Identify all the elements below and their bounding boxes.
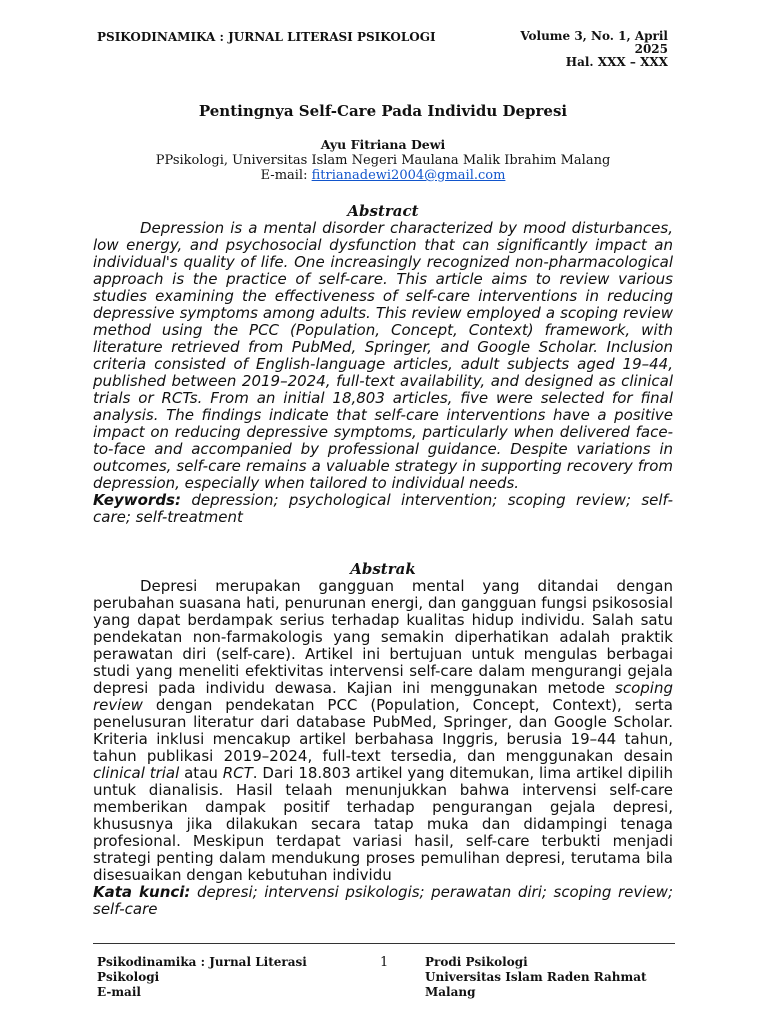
article-title: Pentingnya Self-Care Pada Individu Depresi (198, 102, 568, 120)
abstrak-text-2: dengan pendekatan PCC (Population, Concept, Context), serta penelusuran literatur dari database PubMed, Springer, dan Google Scholar. Kriteria inklusi mencakup artikel berbahasa Inggris, berusia 19–44 tahun, tahun publikasi 2019–2024, full-text tersedia, dan menggunakan desain (93, 696, 673, 765)
abstract-heading: Abstract (347, 202, 419, 220)
page-number: 1 (380, 955, 389, 970)
footer-journal (97, 955, 337, 1000)
footer-journal-line2: Psikologi (97, 970, 160, 984)
footer-divider (93, 943, 675, 944)
keywords-label: Keywords: (93, 491, 181, 509)
email-link[interactable]: fitrianadewi2004@gmail.com (311, 168, 506, 183)
abstrak-text-3: atau (179, 764, 223, 782)
volume-year: 2025 (634, 42, 668, 56)
volume-line: Volume 3, No. 1, April (520, 29, 668, 43)
footer-journal-line1: Psikodinamika : Jurnal Literasi (97, 955, 307, 969)
author-name: Ayu Fitriana Dewi (320, 137, 446, 152)
author-email (93, 168, 673, 183)
abstrak-text-4: . Dari 18.803 artikel yang ditemukan, lima artikel dipilih untuk dianalisis. Hasil telaah menunjukkan bahwa intervensi self-care memberikan dampak positif terhadap pengurangan gejala depresi, khususnya jika dilakukan secara tatap muka dan didampingi tenaga profesional. Meskipun terdapat variasi hasil, self-care terbukti menjadi strategi penting dalam mendukung proses pemulihan depresi, terutama bila disesuaikan dengan kebutuhan individu (93, 764, 673, 884)
abstrak-italic-1: scoping review (93, 679, 673, 714)
abstrak-italic-3: RCT (222, 764, 253, 782)
footer-email-label: E-mail (97, 985, 141, 999)
abstrak-heading: Abstrak (350, 560, 416, 578)
kata-kunci-label: Kata kunci: (93, 883, 191, 901)
footer-prodi: Prodi Psikologi (425, 955, 528, 969)
footer-university: Universitas Islam Raden Rahmat (425, 970, 647, 984)
abstract-indonesian (93, 578, 673, 918)
abstract-english-body: Depression is a mental disorder characterized by mood disturbances, low energy, and psychosocial dysfunction that can significantly impact an individual's quality of life. One increasingly recognized non-pharmacological approach is the practice of self-care. This article aims to review various studies examining the effectiveness of self-care interventions in reducing depressive symptoms among adults. This review employed a scoping review method using the PCC (Population, Concept, Context) framework, with literature retrieved from PubMed, Springer, and Google Scholar. Inclusion criteria consisted of English-language articles, adult subjects aged 19–44, published between 2019–2024, full-text availability, and designed as clinical trials or RCTs. From an initial 18,803 articles, five were selected for final analysis. The findings indicate that self-care interventions have a positive impact on reducing depressive symptoms, particularly when delivered face-to-face and accompanied by professional guidance. Despite variations in outcomes, self-care remains a valuable strategy in supporting recovery from depression, especially when tailored to individual needs. (93, 219, 673, 492)
keywords-list: depression; psychological intervention; scoping review; self-care; self-treatment (93, 491, 673, 526)
author-affiliation: PPsikologi, Universitas Islam Negeri Maulana Malik Ibrahim Malang (155, 153, 611, 168)
page-range: Hal. XXX – XXX (565, 55, 668, 69)
footer-city: Malang (425, 985, 476, 999)
abstract-english (93, 220, 673, 526)
email-label: E-mail: (260, 168, 312, 183)
kata-kunci-list: depresi; intervensi psikologis; perawatan diri; scoping review; self-care (93, 883, 673, 918)
abstrak-italic-2: clinical trial (93, 764, 180, 782)
journal-header: PSIKODINAMIKA : JURNAL LITERASI PSIKOLOGI (97, 30, 436, 44)
footer-institution (425, 955, 675, 1000)
volume-info (520, 30, 668, 69)
abstrak-text-1: Depresi merupakan gangguan mental yang ditandai dengan perubahan suasana hati, penurunan energi, dan gangguan fungsi psikososial yang dapat berdampak serius terhadap kualitas hidup individu. Salah satu pendekatan non-farmakologis yang semakin diperhatikan adalah praktik perawatan diri (self-care). Artikel ini bertujuan untuk mengulas berbagai studi yang meneliti efektivitas intervensi self-care dalam mengurangi gejala depresi pada individu dewasa. Kajian ini menggunakan metode (93, 577, 673, 697)
